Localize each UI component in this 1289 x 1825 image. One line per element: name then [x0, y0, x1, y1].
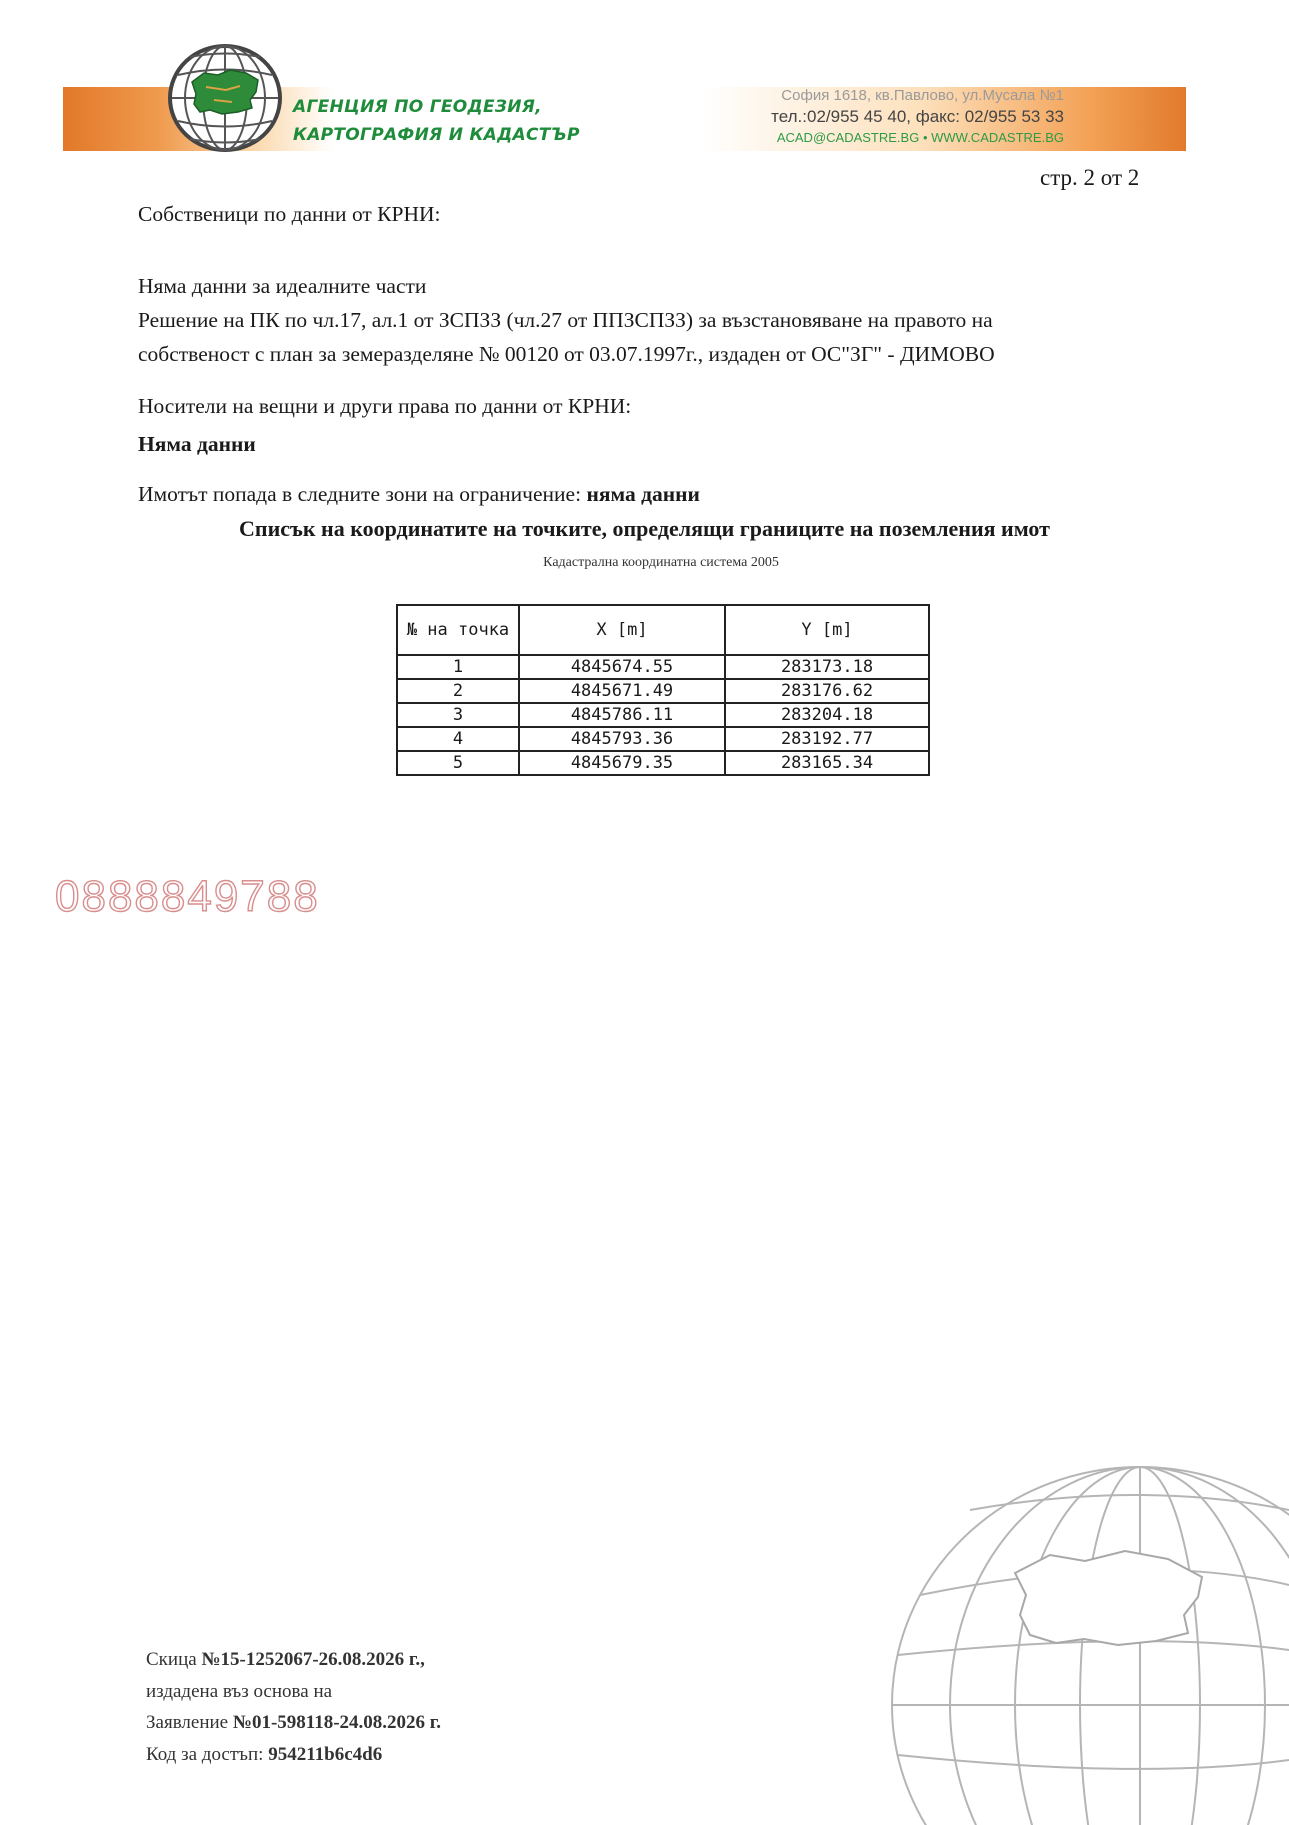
table-row [397, 727, 929, 751]
access-code-value: 954211b6c4d6 [268, 1744, 383, 1765]
y-value: 283165.34 [725, 751, 929, 775]
header-y: Y [m] [725, 605, 929, 655]
point-number: 1 [397, 655, 519, 679]
x-value: 4845786.11 [519, 703, 725, 727]
coord-list-title: Списък на координатите на точките, определящи границите на поземления имот [239, 516, 1050, 541]
table-row [397, 679, 929, 703]
decision-line-1: Решение на ПК по чл.17, ал.1 от ЗСПЗЗ (чл.27 от ППЗСПЗЗ) за възстановяване на правото на [138, 308, 993, 332]
ideal-parts-text: Няма данни за идеалните части [138, 274, 427, 298]
globe-watermark-icon [880, 1455, 1289, 1825]
restriction-value: няма данни [586, 482, 700, 506]
address: София 1618, кв.Павлово, ул.Мусала №1 [781, 87, 1064, 104]
table-row [397, 703, 929, 727]
access-code-label: Код за достъп: [146, 1744, 269, 1765]
y-value: 283176.62 [725, 679, 929, 703]
agency-name-line1: АГЕНЦИЯ ПО ГЕОДЕЗИЯ, [293, 97, 542, 117]
point-number: 3 [397, 703, 519, 727]
x-value: 4845793.36 [519, 727, 725, 751]
rights-value: Няма данни [138, 432, 256, 456]
point-number: 5 [397, 751, 519, 775]
agency-name [293, 93, 623, 149]
contact-block [700, 86, 1064, 147]
application-label: Заявление [146, 1712, 233, 1733]
sketch-line [146, 1649, 425, 1671]
page-number: стр. 2 от 2 [1040, 165, 1140, 190]
x-value: 4845679.35 [519, 751, 725, 775]
decision-line-2: собственост с план за земеразделяне № 00120 от 03.07.1997г., издаден от ОС"ЗГ" - ДИМОВО [138, 342, 995, 366]
application-number: №01-598118-24.08.2026 г. [232, 1712, 442, 1733]
header-point-number: № на точка [397, 605, 519, 655]
x-value: 4845674.55 [519, 655, 725, 679]
y-value: 283204.18 [725, 703, 929, 727]
phone-watermark: 0888849788 [55, 872, 320, 921]
table-row [397, 655, 929, 679]
access-code-line [146, 1744, 382, 1766]
agency-name-line2: КАРТОГРАФИЯ И КАДАСТЪР [293, 125, 580, 145]
application-line [146, 1712, 441, 1734]
point-number: 4 [397, 727, 519, 751]
point-number: 2 [397, 679, 519, 703]
x-value: 4845671.49 [519, 679, 725, 703]
web-contacts: ACAD@CADASTRE.BG • WWW.CADASTRE.BG [776, 130, 1064, 145]
y-value: 283192.77 [725, 727, 929, 751]
issued-basis: издадена въз основа на [146, 1681, 333, 1702]
restriction-line [138, 477, 700, 511]
globe-bulgaria-logo-icon [166, 42, 284, 154]
sketch-label: Скица [146, 1649, 202, 1670]
header-x: X [m] [519, 605, 725, 655]
table-row [397, 751, 929, 775]
sketch-number: №15-1252067-26.08.2026 г., [201, 1649, 425, 1670]
restriction-label: Имотът попада в следните зони на ограничение: [138, 482, 587, 506]
coord-system-label: Кадастрална координатна система 2005 [543, 555, 779, 570]
phone-fax: тел.:02/955 45 40, факс: 02/955 53 33 [771, 107, 1064, 126]
rights-heading: Носители на вещни и други права по данни от КРНИ: [138, 394, 632, 418]
y-value: 283173.18 [725, 655, 929, 679]
table-header-row [397, 605, 929, 655]
coordinates-table [396, 604, 930, 776]
owners-heading: Собственици по данни от КРНИ: [138, 202, 441, 226]
